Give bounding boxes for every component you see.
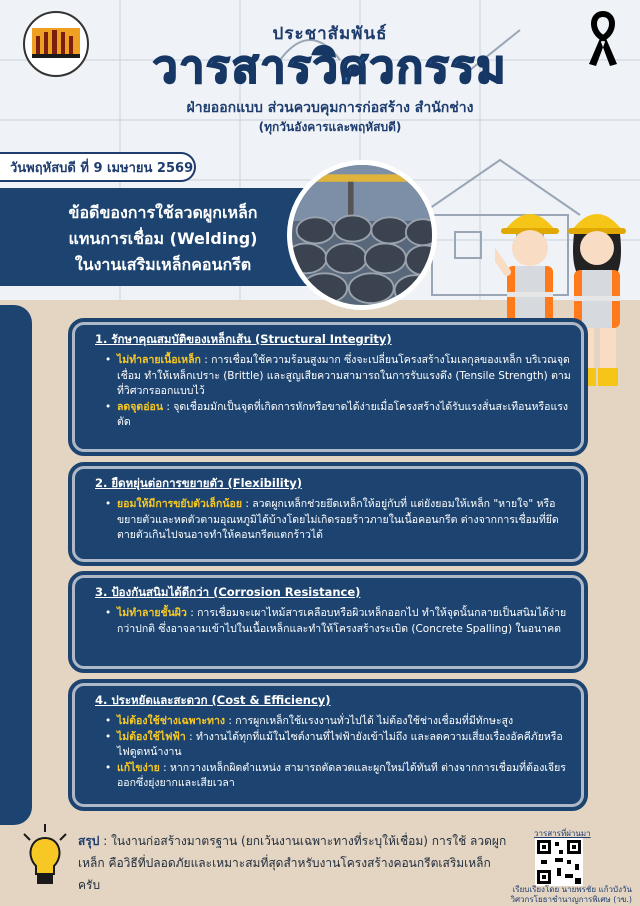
section-card-1 [72,322,584,452]
list-item [105,497,573,544]
list-item [105,353,573,400]
qr-code-icon[interactable] [535,838,583,886]
item-text: : หากวางเหล็กผิดตำแหน่ง สามารถตัดลวดและผูกใหม่ได้ทันที ต่างจากการเชื่อมที่ต้องเจียรออกซึ่งยุ่งยากและเสียเวลา [117,761,566,789]
section-heading: 3. ป้องกันสนิมได้ดีกว่า (Corrosion Resistance) [95,585,361,599]
list-item [105,730,573,761]
qr-label-link[interactable]: วารสารที่ผ่านมา [534,829,591,838]
list-item [105,400,573,431]
header-title-big: วารสารวิศวกรรม [152,42,508,93]
section-card-2 [72,466,584,562]
list-item [105,761,573,792]
lightbulb-icon [18,822,72,892]
summary-label: สรุป [78,834,100,848]
item-key: ยอมให้มีการขยับตัวเล็กน้อย [117,498,242,510]
list-item [105,606,573,637]
item-text: : ลวดผูกเหล็กช่วยยึดเหล็กให้อยู่กับที่ แต่ยังยอมให้เหล็ก "หายใจ" หรือขยายตัวและหดตัวตามอุณหภูมิได้บ้างโดยไม่เกิดรอยร้าวภายในเนื้อคอนกรีต ต่างจากการเชื่อมที่ยึดตายตัวเกินไปจนอาจทำให้คอนกรีตแตกร้าวได้ [117,498,559,541]
left-accent-bar [0,305,32,825]
credit-author: เรียบเรียงโดย นายพรชัย แก้วบังวัน [512,885,632,894]
section-heading: 4. ประหยัดและสะดวก (Cost & Efficiency) [95,693,331,707]
header-title-small: ประชาสัมพันธ์ [272,24,388,44]
header-subtitle: ฝ่ายออกแบบ ส่วนควบคุมการก่อสร้าง สำนักช่าง [186,100,474,116]
section-card-3 [72,575,584,669]
section-list [105,606,573,637]
item-text: : การผูกเหล็กใช้แรงงานทั่วไปได้ ไม่ต้องใช้ช่างเชื่อมที่มีทักษะสูง [225,715,514,727]
item-key: ไม่ต้องใช้ไฟฟ้า [117,730,186,743]
item-key: ไม่ทำลายเนื้อเหล็ก [117,354,201,366]
section-list [105,353,573,431]
section-heading: 1. รักษาคุณสมบัติของเหล็กเส้น (Structural Integrity) [95,332,392,346]
topic-band [0,188,320,286]
header-schedule: (ทุกวันอังคารและพฤหัสบดี) [258,120,402,134]
steel-coil-image [292,165,432,305]
section-list [105,497,573,544]
item-key: แก้ไขง่าย [117,761,160,774]
topic-title [18,200,308,278]
list-item [105,714,573,730]
section-card-4 [72,683,584,807]
section-list [105,714,573,792]
item-text: : ทำงานได้ทุกที่แม้ในไซต์งานที่ไฟฟ้ายังเข้าไม่ถึง และลดความเสี่ยงเรื่องอัคคีภัยหรือไฟดูดหน้างาน [117,730,563,758]
topic-line-1: ข้อดีของการใช้ลวดผูกเหล็ก [68,203,258,222]
topic-line-3: ในงานเสริมเหล็กคอนกรีต [74,255,252,274]
organization-logo [22,10,90,78]
item-key: ไม่ต้องใช้ช่างเฉพาะทาง [117,715,225,727]
credit-position: วิศวกรโยธาชำนาญการพิเศษ (วข.) [510,895,632,904]
item-key: ลดจุดอ่อน [117,400,164,413]
summary-body: : ในงานก่อสร้างมาตรฐาน (ยกเว้นงานเฉพาะทางที่ระบุให้เชื่อม) การใช้ ลวดผูกเหล็ก คือวิธีที่ปลอดภัยและเหมาะสมที่สุดสำหรับงานโครงสร้างคอนกรีตเสริมเหล็กครับ [78,834,507,892]
date-label: วันพฤหัสบดี ที่ 9 เมษายน 2569 [0,152,196,182]
steel-coil-photo [287,160,437,310]
topic-line-2: แทนการเชื่อม (Welding) [68,229,258,248]
mourning-ribbon-icon [583,8,623,68]
item-text: : การเชื่อมใช้ความร้อนสูงมาก ซึ่งจะเปลี่ยนโครงสร้างโมเลกุลของเหล็ก บริเวณจุดเชื่อม ทำให้เหล็กเปราะ (Brittle) และสูญเสียความสามารถในการรับแรงดึง (Tensile Strength) ตามที่วิศวกรออกแบบไว้ [117,354,571,397]
item-key: ไม่ทำลายชั้นผิว [117,607,187,619]
item-text: : การเชื่อมจะเผาไหม้สารเคลือบหรือผิวเหล็กออกไป ทำให้จุดนั้นกลายเป็นสนิมได้ง่ายกว่าปกติ ซึ่งอาจลามเข้าไปในเนื้อเหล็กและทำให้โครงสร้างระเบิด (Concrete Spalling) ในอนาคต [117,607,567,635]
summary-text [78,830,508,896]
item-text: : จุดเชื่อมมักเป็นจุดที่เกิดการหักหรือขาดได้ง่ายเมื่อโครงสร้างได้รับแรงสั่นสะเทือนหรือแรงตัด [117,400,569,428]
section-heading: 2. ยืดหยุ่นต่อการขยายตัว (Flexibility) [95,476,302,490]
